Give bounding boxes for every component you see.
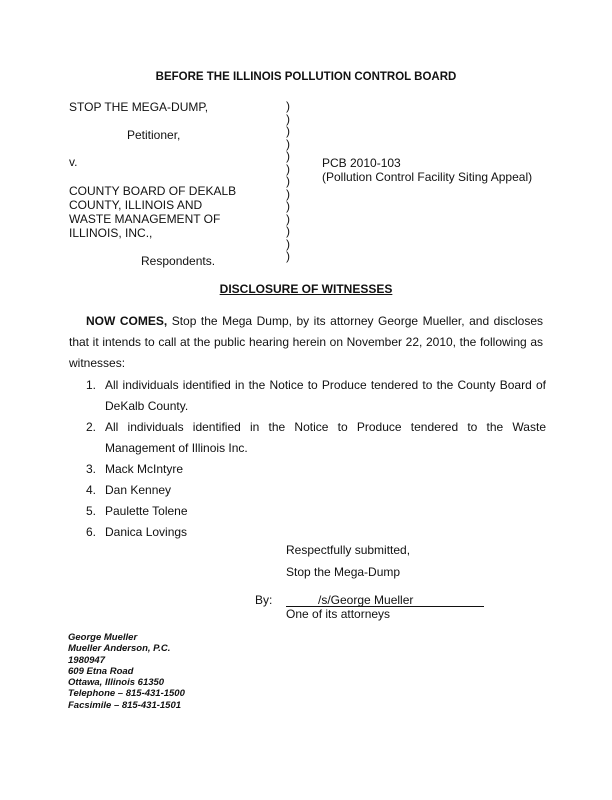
list-item-text: All individuals identified in the Notice to Produce tendered to the County Board of DeKalb County. xyxy=(105,378,546,413)
list-item-text: Paulette Tolene xyxy=(105,504,188,518)
case-number: PCB 2010-103 xyxy=(322,156,401,170)
court-heading: BEFORE THE ILLINOIS POLLUTION CONTROL BOARD xyxy=(155,71,457,83)
respondent-line-4: ILLINOIS, INC., xyxy=(69,226,153,240)
attorney-facsimile: Facsimile – 815-431-1501 xyxy=(68,699,182,711)
lead-in: NOW COMES, xyxy=(86,314,168,328)
caption-paren: ) xyxy=(286,161,290,176)
caption-paren: ) xyxy=(286,211,290,226)
respondent-line-3: WASTE MANAGEMENT OF xyxy=(69,212,221,226)
caption-paren-column xyxy=(286,100,290,263)
attorney-telephone: Telephone – 815-431-1500 xyxy=(68,688,185,700)
attorney-firm: Mueller Anderson, P.C. xyxy=(68,643,171,655)
list-item-number: 3. xyxy=(86,462,97,476)
caption-paren: ) xyxy=(286,186,290,201)
list-item-number: 5. xyxy=(86,504,97,518)
list-item-number: 4. xyxy=(86,483,97,497)
caption-paren: ) xyxy=(286,136,290,151)
caption-paren: ) xyxy=(286,199,290,213)
caption-paren: ) xyxy=(286,111,290,126)
list-item xyxy=(86,522,546,543)
signer-capacity: One of its attorneys xyxy=(286,607,391,621)
document-title xyxy=(0,282,612,296)
list-item-number: 6. xyxy=(86,525,97,539)
body-text: Stop the Mega Dump, by its attorney George Mueller, and discloses that it intends to call at the public hearing herein on November 22, 2010, the following as witnesses: xyxy=(69,314,544,370)
document-title-text: DISCLOSURE OF WITNESSES xyxy=(219,282,393,296)
case-type: (Pollution Control Facility Siting Appeal) xyxy=(322,170,533,184)
list-item xyxy=(86,480,546,501)
body-paragraph xyxy=(69,311,543,374)
list-item-text: Mack McIntyre xyxy=(105,462,184,476)
list-item xyxy=(86,417,546,459)
caption-paren: ) xyxy=(286,236,290,251)
respondent-line-1: COUNTY BOARD OF DEKALB xyxy=(69,184,237,198)
list-item-text: All individuals identified in the Notice to Produce tendered to the Waste Management of Illinois Inc. xyxy=(105,420,546,455)
caption-paren: ) xyxy=(286,149,290,163)
list-item-number: 1. xyxy=(86,378,97,392)
list-item-text: Dan Kenney xyxy=(105,483,172,497)
respondent-role: Respondents. xyxy=(141,254,216,268)
list-item xyxy=(86,375,546,417)
attorney-city: Ottawa, Illinois 61350 xyxy=(68,677,165,689)
list-item-number: 2. xyxy=(86,420,97,434)
list-item xyxy=(86,459,546,480)
closing: Respectfully submitted, xyxy=(286,543,411,557)
by-label: By: xyxy=(255,593,273,607)
signing-party: Stop the Mega-Dump xyxy=(286,565,401,579)
caption-paren: ) xyxy=(286,224,290,238)
caption-paren: ) xyxy=(286,99,290,113)
attorney-id: 1980947 xyxy=(68,654,105,666)
caption-paren: ) xyxy=(286,249,290,263)
witness-list xyxy=(86,375,546,543)
list-item xyxy=(86,501,546,522)
attorney-street: 609 Etna Road xyxy=(68,665,134,677)
petitioner-name: STOP THE MEGA-DUMP, xyxy=(69,100,209,114)
attorney-info xyxy=(68,632,185,711)
list-item-text: Danica Lovings xyxy=(105,525,188,539)
caption-paren: ) xyxy=(286,124,290,138)
petitioner-role: Petitioner, xyxy=(127,128,181,142)
signature-text: /s/George Mueller xyxy=(318,593,414,607)
attorney-name: George Mueller xyxy=(68,632,138,643)
versus: v. xyxy=(69,155,78,169)
respondent-line-2: COUNTY, ILLINOIS AND xyxy=(69,198,203,212)
caption-paren: ) xyxy=(286,174,290,188)
